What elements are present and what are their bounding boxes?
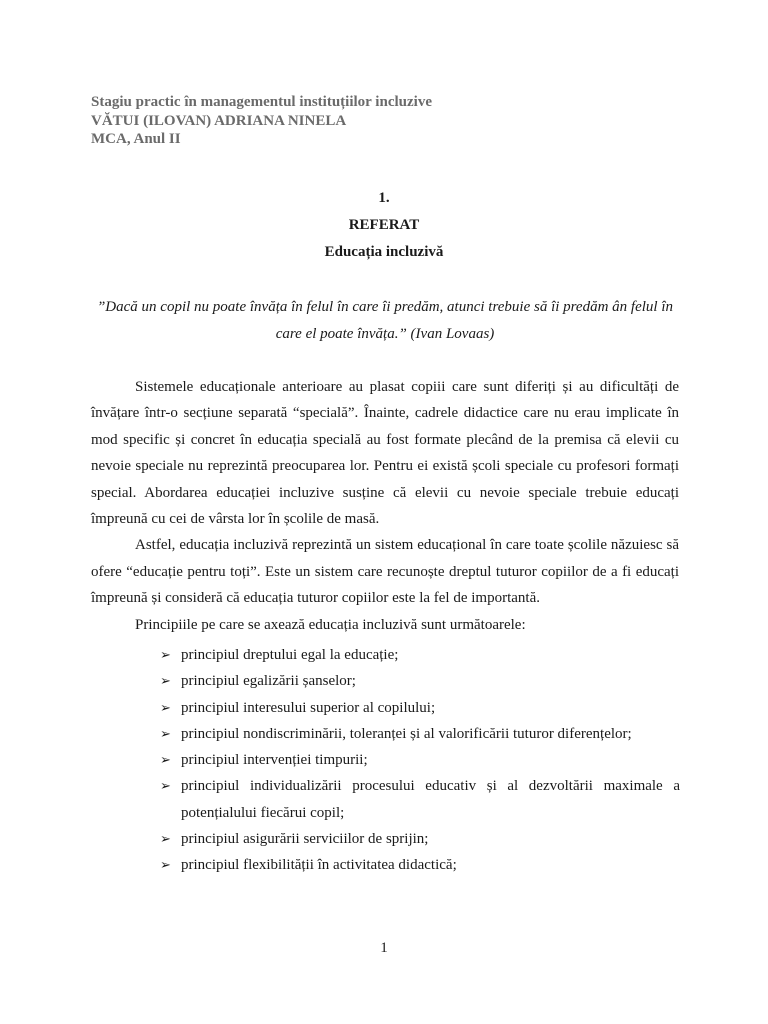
paragraph: Principiile pe care se axează educația incluzivă sunt următoarele:	[135, 616, 526, 633]
list-item: ➢ principiul nondiscriminării, toleranței și al valorificării tuturor diferențelor;	[160, 721, 680, 747]
document-subject-title: Educația incluzivă	[324, 244, 444, 260]
list-item: ➢ principiul interesului superior al copilului;	[160, 695, 680, 721]
header-author: VĂTUI (ILOVAN) ADRIANA NINELA	[91, 112, 347, 129]
paragraph: Astfel, educația incluzivă reprezintă un sistem educațional în care toate școlile năzuiesc să ofere “educație pentru toți”. Este un sistem care recunoște dreptul tuturor copiilor de a fi educați împreună și consideră că educația tuturor copiilor este la fel de importantă.	[91, 537, 679, 607]
arrow-bullet-icon: ➢	[160, 673, 171, 689]
arrow-bullet-icon: ➢	[160, 647, 171, 662]
section-number: 1.	[378, 190, 390, 206]
header-program: MCA, Anul II	[91, 131, 181, 147]
list-item: ➢ principiul flexibilității în activitatea didactică;	[160, 852, 680, 878]
page-number: 1	[380, 940, 388, 956]
arrow-bullet-icon: ➢	[160, 831, 171, 847]
arrow-bullet-icon: ➢	[160, 752, 171, 768]
arrow-bullet-icon: ➢	[160, 725, 171, 741]
list-item: ➢ principiul dreptului egal la educație;	[160, 642, 680, 668]
arrow-bullet-icon: ➢	[160, 778, 171, 794]
principles-list	[160, 642, 680, 879]
epigraph-quote: ”Dacă un copil nu poate învăța în felul în care îi predăm, atunci trebuie să îi predăm ân felul în care el poate învăța.” (Ivan Lovaas)	[96, 299, 674, 342]
document-type-title: REFERAT	[348, 217, 420, 233]
body-text	[91, 374, 679, 638]
list-item: ➢ principiul egalizării șanselor;	[160, 668, 680, 694]
list-item: ➢ principiul intervenției timpurii;	[160, 747, 680, 773]
list-item: ➢ principiul asigurării serviciilor de sprijin;	[160, 826, 680, 852]
arrow-bullet-icon: ➢	[160, 699, 171, 715]
arrow-bullet-icon: ➢	[160, 857, 171, 873]
list-item: ➢ principiul individualizării procesului educativ și al dezvoltării maximale a potențialului fiecărui copil;	[160, 773, 680, 826]
header-course: Stagiu practic în managementul instituțiilor incluzive	[91, 94, 432, 110]
paragraph: Sistemele educaționale anterioare au plasat copiii care sunt diferiți și au dificultăți de învățare într-o secțiune separată “specială”. Înainte, cadrele didactice care nu erau implicate în mod specific și concret în educația specială au fost formate plecând de la premisa că elevii cu nevoie speciale nu reprezintă preocuparea lor. Pentru ei există școli speciale cu profesori formați special. Abordarea educației incluzive susține că elevii cu nevoie speciale trebuie educați împreună cu cei de vârsta lor în școlile de masă.	[91, 379, 679, 528]
document-header	[91, 93, 432, 149]
